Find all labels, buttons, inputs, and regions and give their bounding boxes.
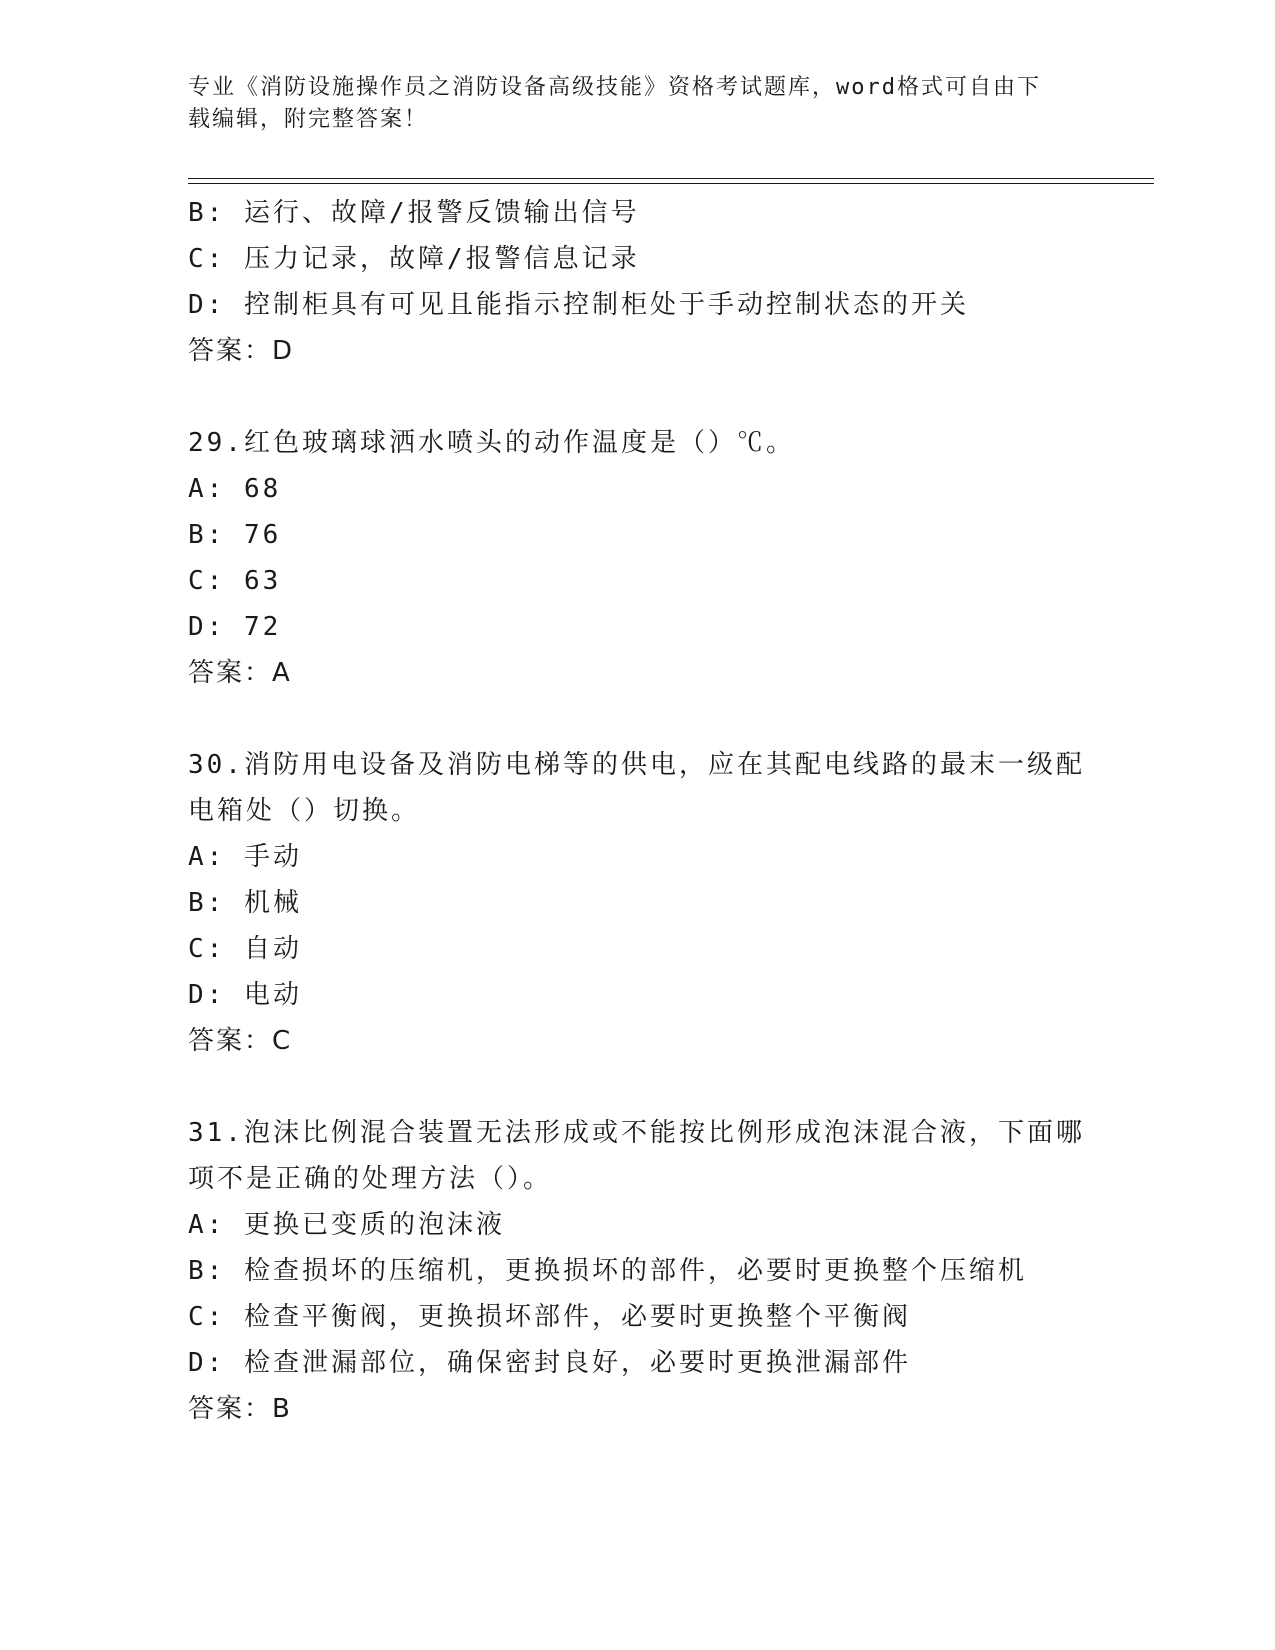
option-c: C: 自动 [188,934,302,964]
question-29 [188,420,1088,696]
answer: 答案：C [188,1026,293,1056]
answer: 答案：B [188,1394,292,1424]
question-stem-line-2: 项不是正确的处理方法（）。 [188,1164,553,1194]
question-28-tail [188,190,1088,374]
option-b: B: 机械 [188,888,302,918]
option-b: B: 运行、故障/报警反馈输出信号 [188,198,640,228]
option-b: B: 检查损坏的压缩机，更换损坏的部件，必要时更换整个压缩机 [188,1256,1027,1286]
option-a: A: 手动 [188,842,302,872]
option-d: D: 控制柜具有可见且能指示控制柜处于手动控制状态的开关 [188,290,969,320]
question-stem: 29.红色玻璃球洒水喷头的动作温度是（）℃。 [188,428,795,458]
question-stem-line-1: 31.泡沫比例混合装置无法形成或不能按比例形成泡沫混合液，下面哪 [188,1118,1085,1148]
option-b: B: 76 [188,520,282,550]
document-header [188,72,1088,136]
header-line-2: 载编辑，附完整答案！ [188,107,429,132]
header-divider-top [188,178,1154,179]
option-d: D: 72 [188,612,282,642]
option-d: D: 检查泄漏部位，确保密封良好，必要时更换泄漏部件 [188,1348,911,1378]
question-stem-line-2: 电箱处（）切换。 [188,796,421,826]
option-d: D: 电动 [188,980,302,1010]
option-c: C: 压力记录，故障/报警信息记录 [188,244,640,274]
option-c: C: 63 [188,566,282,596]
answer: 答案：A [188,658,292,688]
question-31 [188,1110,1088,1432]
header-line-1: 专业《消防设施操作员之消防设备高级技能》资格考试题库，word格式可自由下 [188,75,1041,100]
header-divider-bottom [188,183,1154,184]
question-list [188,190,1088,1432]
option-a: A: 68 [188,474,282,504]
question-30 [188,742,1088,1064]
answer: 答案：D [188,336,295,366]
question-stem-line-1: 30.消防用电设备及消防电梯等的供电，应在其配电线路的最末一级配 [188,750,1085,780]
option-c: C: 检查平衡阀，更换损坏部件，必要时更换整个平衡阀 [188,1302,911,1332]
option-a: A: 更换已变质的泡沫液 [188,1210,505,1240]
